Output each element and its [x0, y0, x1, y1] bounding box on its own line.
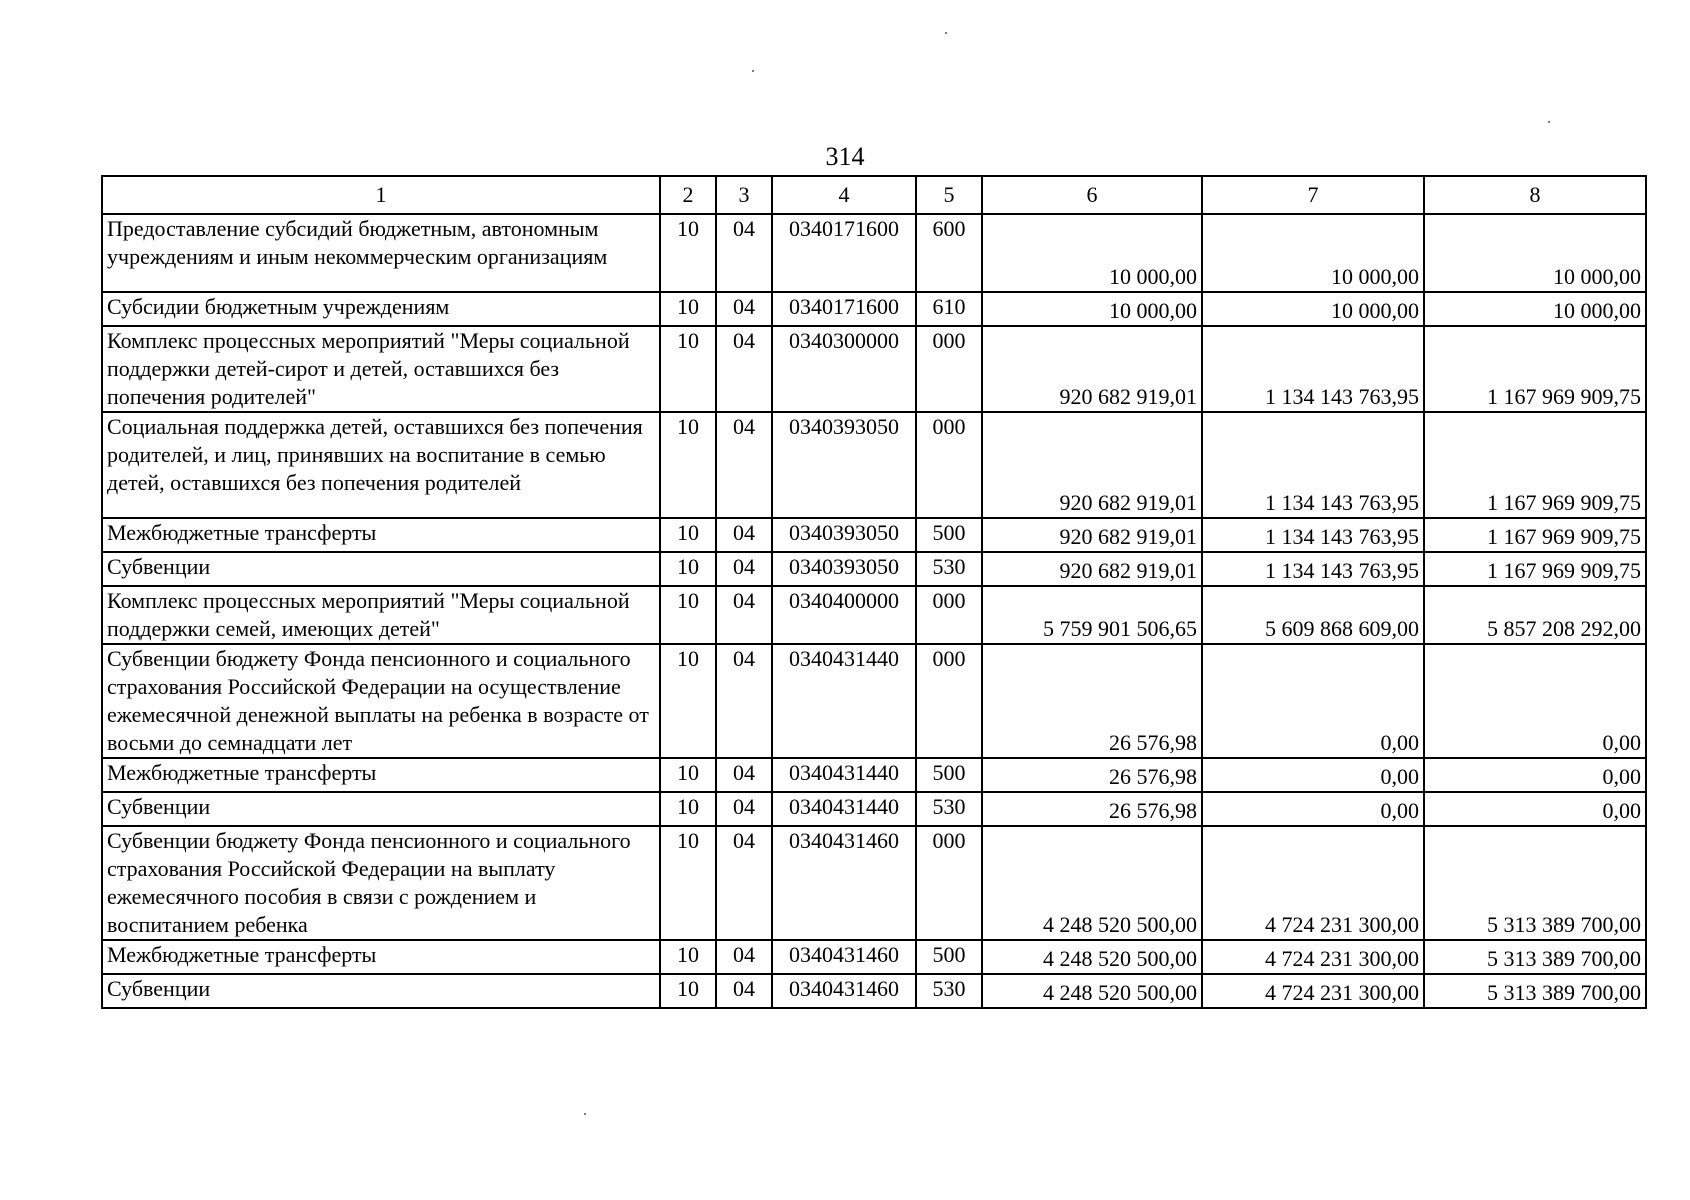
amount-col6-cell: 26 576,98	[982, 792, 1202, 826]
amount-col6-cell: 4 248 520 500,00	[982, 826, 1202, 940]
amount-col8-cell: 0,00	[1424, 644, 1646, 758]
amount-col8-cell: 1 167 969 909,75	[1424, 412, 1646, 518]
target-code-cell: 0340431460	[772, 826, 916, 940]
expense-type-cell: 530	[916, 792, 982, 826]
subsection-code-cell: 04	[716, 326, 772, 412]
subsection-code-cell: 04	[716, 758, 772, 792]
row-name-cell: Субвенции	[102, 974, 660, 1008]
amount-col7-cell: 4 724 231 300,00	[1202, 974, 1424, 1008]
expense-type-cell: 530	[916, 552, 982, 586]
expense-type-cell: 500	[916, 518, 982, 552]
table-header-row	[102, 176, 1646, 214]
target-code-cell: 0340393050	[772, 412, 916, 518]
section-code-cell: 10	[660, 214, 716, 292]
subsection-code-cell: 04	[716, 214, 772, 292]
target-code-cell: 0340400000	[772, 586, 916, 644]
amount-col7-cell: 10 000,00	[1202, 292, 1424, 326]
amount-col6-cell: 26 576,98	[982, 758, 1202, 792]
subsection-code-cell: 04	[716, 644, 772, 758]
row-name-cell: Субвенции	[102, 792, 660, 826]
subsection-code-cell: 04	[716, 552, 772, 586]
section-code-cell: 10	[660, 552, 716, 586]
amount-col8-cell: 0,00	[1424, 758, 1646, 792]
amount-col7-cell: 10 000,00	[1202, 214, 1424, 292]
expense-type-cell: 500	[916, 940, 982, 974]
amount-col7-cell: 1 134 143 763,95	[1202, 326, 1424, 412]
amount-col6-cell: 4 248 520 500,00	[982, 974, 1202, 1008]
expense-type-cell: 000	[916, 586, 982, 644]
expense-type-cell: 600	[916, 214, 982, 292]
amount-col6-cell: 920 682 919,01	[982, 518, 1202, 552]
row-name-cell: Субвенции	[102, 552, 660, 586]
scan-speck	[584, 1113, 586, 1115]
amount-col6-cell: 26 576,98	[982, 644, 1202, 758]
amount-col7-cell: 5 609 868 609,00	[1202, 586, 1424, 644]
amount-col7-cell: 4 724 231 300,00	[1202, 826, 1424, 940]
amount-col6-cell: 920 682 919,01	[982, 326, 1202, 412]
amount-col6-cell: 10 000,00	[982, 214, 1202, 292]
amount-col6-cell: 10 000,00	[982, 292, 1202, 326]
amount-col8-cell: 10 000,00	[1424, 292, 1646, 326]
scan-speck	[945, 32, 947, 34]
amount-col7-cell: 0,00	[1202, 644, 1424, 758]
scan-speck	[1548, 121, 1550, 123]
expense-type-cell: 500	[916, 758, 982, 792]
amount-col6-cell: 5 759 901 506,65	[982, 586, 1202, 644]
subsection-code-cell: 04	[716, 826, 772, 940]
row-name-cell: Предоставление субсидий бюджетным, автономным учреждениям и иным некоммерческим организациям	[102, 214, 660, 292]
row-name-cell: Межбюджетные трансферты	[102, 518, 660, 552]
subsection-code-cell: 04	[716, 518, 772, 552]
expense-type-cell: 610	[916, 292, 982, 326]
scan-speck	[752, 70, 754, 72]
row-name-cell: Межбюджетные трансферты	[102, 758, 660, 792]
header-cell: 2	[660, 176, 716, 214]
subsection-code-cell: 04	[716, 974, 772, 1008]
table-row	[102, 792, 1646, 826]
amount-col8-cell: 1 167 969 909,75	[1424, 552, 1646, 586]
amount-col6-cell: 920 682 919,01	[982, 552, 1202, 586]
amount-col6-cell: 4 248 520 500,00	[982, 940, 1202, 974]
table-row	[102, 586, 1646, 644]
amount-col7-cell: 4 724 231 300,00	[1202, 940, 1424, 974]
header-cell: 4	[772, 176, 916, 214]
target-code-cell: 0340431460	[772, 974, 916, 1008]
section-code-cell: 10	[660, 586, 716, 644]
header-cell: 7	[1202, 176, 1424, 214]
section-code-cell: 10	[660, 974, 716, 1008]
table-row	[102, 412, 1646, 518]
amount-col8-cell: 5 313 389 700,00	[1424, 940, 1646, 974]
section-code-cell: 10	[660, 292, 716, 326]
table-row	[102, 974, 1646, 1008]
header-cell: 5	[916, 176, 982, 214]
table-row	[102, 826, 1646, 940]
page-number: 314	[825, 142, 865, 171]
table-row	[102, 644, 1646, 758]
table-row	[102, 758, 1646, 792]
section-code-cell: 10	[660, 940, 716, 974]
expense-type-cell: 000	[916, 326, 982, 412]
table-row	[102, 518, 1646, 552]
amount-col7-cell: 0,00	[1202, 792, 1424, 826]
table-row	[102, 292, 1646, 326]
section-code-cell: 10	[660, 644, 716, 758]
budget-table	[101, 175, 1647, 1009]
table-row	[102, 552, 1646, 586]
expense-type-cell: 530	[916, 974, 982, 1008]
table-body	[102, 176, 1646, 1008]
row-name-cell: Субсидии бюджетным учреждениям	[102, 292, 660, 326]
amount-col8-cell: 10 000,00	[1424, 214, 1646, 292]
header-cell: 6	[982, 176, 1202, 214]
section-code-cell: 10	[660, 826, 716, 940]
row-name-cell: Субвенции бюджету Фонда пенсионного и социального страхования Российской Федерации на выплату ежемесячного пособия в связи с рождением и воспитанием ребенка	[102, 826, 660, 940]
expense-type-cell: 000	[916, 826, 982, 940]
amount-col7-cell: 1 134 143 763,95	[1202, 552, 1424, 586]
table-row	[102, 214, 1646, 292]
target-code-cell: 0340431440	[772, 792, 916, 826]
subsection-code-cell: 04	[716, 412, 772, 518]
target-code-cell: 0340171600	[772, 292, 916, 326]
target-code-cell: 0340431440	[772, 644, 916, 758]
amount-col7-cell: 1 134 143 763,95	[1202, 412, 1424, 518]
expense-type-cell: 000	[916, 644, 982, 758]
amount-col8-cell: 1 167 969 909,75	[1424, 518, 1646, 552]
row-name-cell: Комплекс процессных мероприятий "Меры социальной поддержки детей-сирот и детей, оставшихся без попечения родителей"	[102, 326, 660, 412]
amount-col8-cell: 5 313 389 700,00	[1424, 974, 1646, 1008]
amount-col7-cell: 1 134 143 763,95	[1202, 518, 1424, 552]
amount-col8-cell: 5 857 208 292,00	[1424, 586, 1646, 644]
header-cell: 1	[102, 176, 660, 214]
subsection-code-cell: 04	[716, 792, 772, 826]
subsection-code-cell: 04	[716, 292, 772, 326]
header-cell: 8	[1424, 176, 1646, 214]
row-name-cell: Социальная поддержка детей, оставшихся без попечения родителей, и лиц, принявших на воспитание в семью детей, оставшихся без попечения родителей	[102, 412, 660, 518]
row-name-cell: Межбюджетные трансферты	[102, 940, 660, 974]
target-code-cell: 0340300000	[772, 326, 916, 412]
amount-col6-cell: 920 682 919,01	[982, 412, 1202, 518]
amount-col8-cell: 0,00	[1424, 792, 1646, 826]
row-name-cell: Субвенции бюджету Фонда пенсионного и социального страхования Российской Федерации на осуществление ежемесячной денежной выплаты на ребенка в возрасте от восьми до семнадцати лет	[102, 644, 660, 758]
target-code-cell: 0340393050	[772, 518, 916, 552]
target-code-cell: 0340171600	[772, 214, 916, 292]
expense-type-cell: 000	[916, 412, 982, 518]
section-code-cell: 10	[660, 518, 716, 552]
target-code-cell: 0340393050	[772, 552, 916, 586]
amount-col7-cell: 0,00	[1202, 758, 1424, 792]
table-row	[102, 940, 1646, 974]
amount-col8-cell: 1 167 969 909,75	[1424, 326, 1646, 412]
amount-col8-cell: 5 313 389 700,00	[1424, 826, 1646, 940]
row-name-cell: Комплекс процессных мероприятий "Меры социальной поддержки семей, имеющих детей"	[102, 586, 660, 644]
subsection-code-cell: 04	[716, 586, 772, 644]
target-code-cell: 0340431440	[772, 758, 916, 792]
section-code-cell: 10	[660, 758, 716, 792]
section-code-cell: 10	[660, 792, 716, 826]
subsection-code-cell: 04	[716, 940, 772, 974]
table-row	[102, 326, 1646, 412]
header-cell: 3	[716, 176, 772, 214]
target-code-cell: 0340431460	[772, 940, 916, 974]
section-code-cell: 10	[660, 412, 716, 518]
section-code-cell: 10	[660, 326, 716, 412]
